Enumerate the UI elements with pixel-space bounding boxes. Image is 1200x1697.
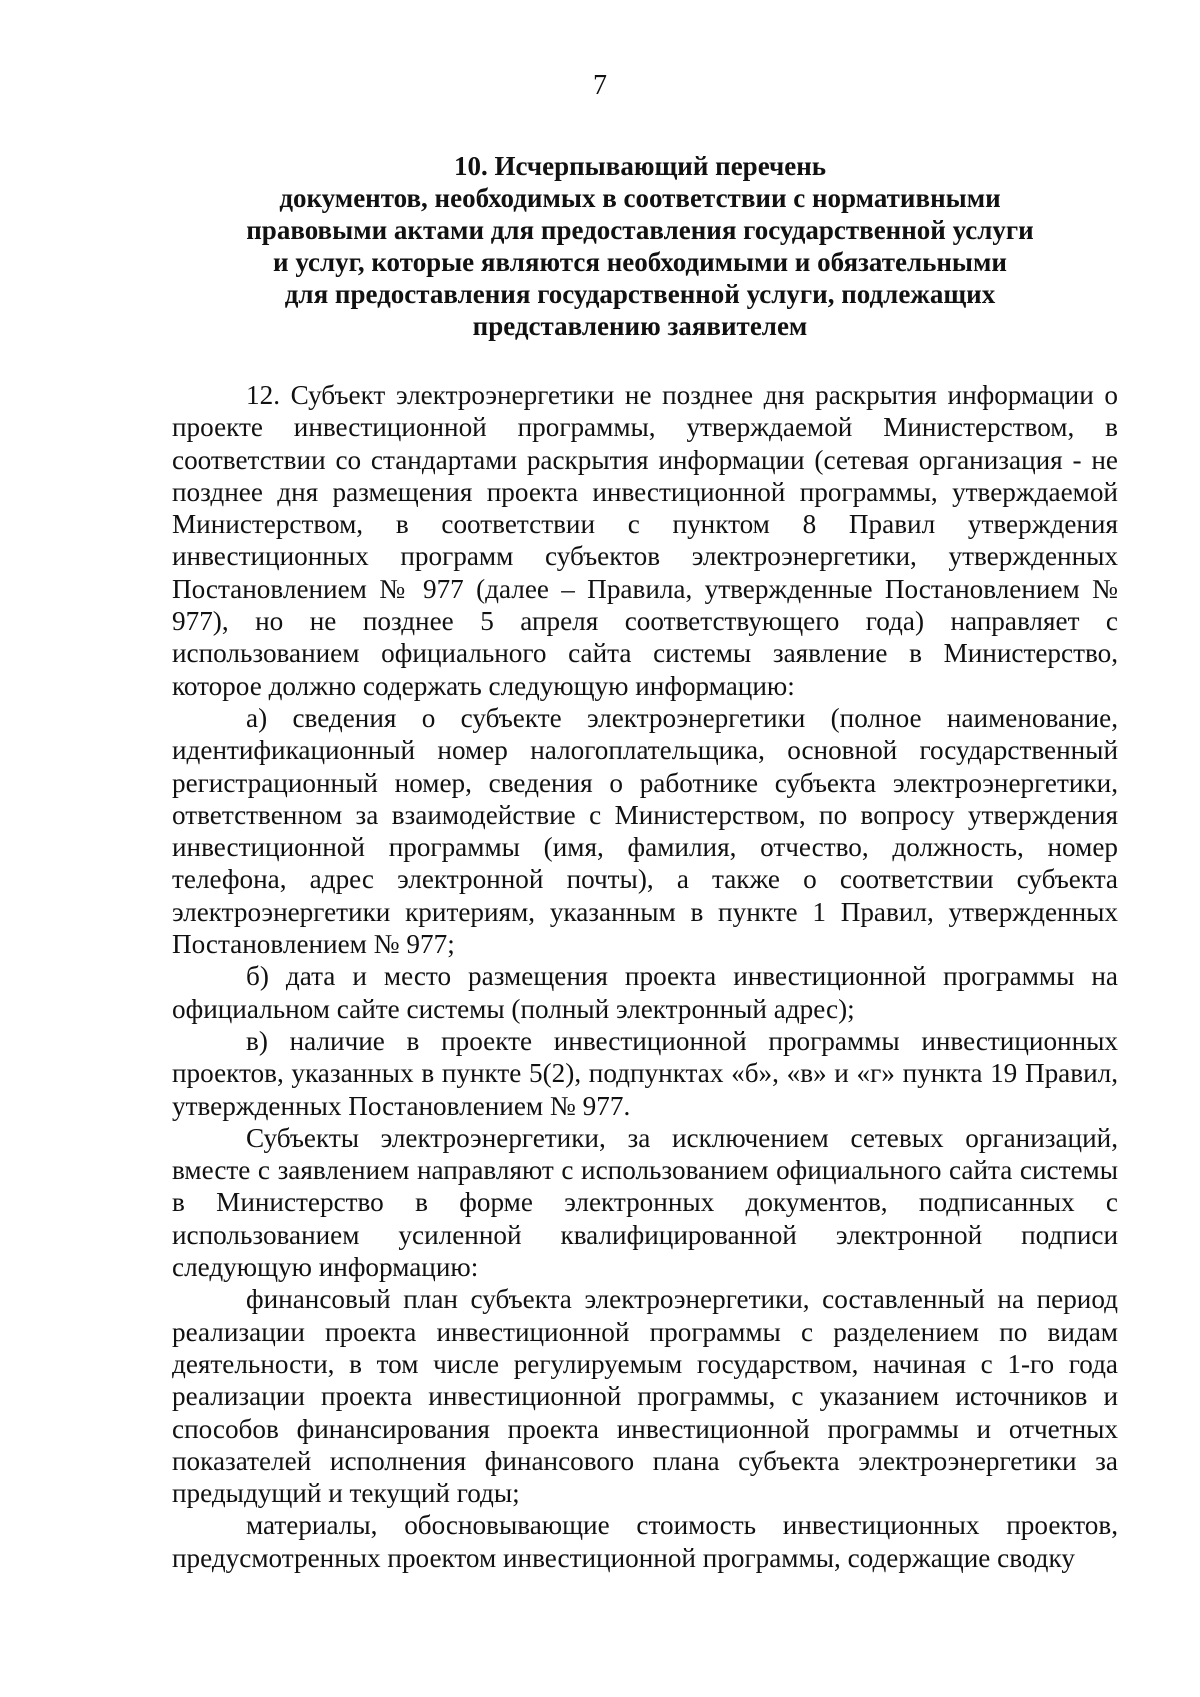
paragraph-materials: материалы, обосновывающие стоимость инвестиционных проектов, предусмотренных проектом инвестиционной программы, содержащие сводку [172,1510,1118,1573]
heading-line: и услуг, которые являются необходимыми и обязательными [273,247,1007,277]
page-number: 7 [593,70,607,101]
document-body [172,379,1118,1574]
paragraph-financial-plan: финансовый план субъекта электроэнергетики, составленный на период реализации проекта инвестиционной программы с разделением по видам деятельности, в том числе регулируемым государством, начиная с 1-го года реализации проекта инвестиционной программы, с указанием источников и способов финансирования проекта инвестиционной программы и отчетных показателей исполнения финансового плана субъекта электроэнергетики за предыдущий и текущий годы; [172,1284,1118,1509]
heading-line: правовыми актами для предоставления государственной услуги [246,215,1034,245]
heading-line: документов, необходимых в соответствии с нормативными [279,183,1001,213]
paragraph-item-a: а) сведения о субъекте электроэнергетики (полное наименование, идентификационный номер налогоплательщика, основной государственный регистрационный номер, сведения о работнике субъекта электроэнергетики, ответственном за взаимодействие с Министерством, по вопросу утверждения инвестиционной программы (имя, фамилия, отчество, должность, номер телефона, адрес электронной почты), а также о соответствии субъекта электроэнергетики критериям, указанным в пункте 1 Правил, утвержденных Постановлением № 977; [172,702,1118,960]
paragraph-item-v: в) наличие в проекте инвестиционной программы инвестиционных проектов, указанных в пункте 5(2), подпунктах «б», «в» и «г» пункта 19 Правил, утвержденных Постановлением № 977. [172,1025,1118,1121]
heading-line: для предоставления государственной услуги, подлежащих [284,279,996,309]
paragraph-12: 12. Субъект электроэнергетики не позднее дня раскрытия информации о проекте инвестиционной программы, утверждаемой Министерством, в соответствии со стандартами раскрытия информации (сетевая организация - не позднее дня размещения проекта инвестиционной программы, утверждаемой Министерством, в соответствии с пунктом 8 Правил утверждения инвестиционных программ субъектов электроэнергетики, утвержденных Постановлением № 977 (далее – Правила, утвержденные Постановлением № 977), но не позднее 5 апреля соответствующего года) направляет с использованием официального сайта системы заявление в Министерство, которое должно содержать следующую информацию: [172,380,1118,701]
section-heading [160,150,1120,342]
paragraph-item-b: б) дата и место размещения проекта инвестиционной программы на официальном сайте системы (полный электронный адрес); [172,961,1118,1024]
paragraph-subjects: Субъекты электроэнергетики, за исключением сетевых организаций, вместе с заявлением направляют с использованием официального сайта системы в Министерство в форме электронных документов, подписанных с использованием усиленной квалифицированной электронной подписи следующую информацию: [172,1122,1118,1283]
heading-line: представлению заявителем [472,311,808,341]
heading-line: 10. Исчерпывающий перечень [453,151,827,181]
